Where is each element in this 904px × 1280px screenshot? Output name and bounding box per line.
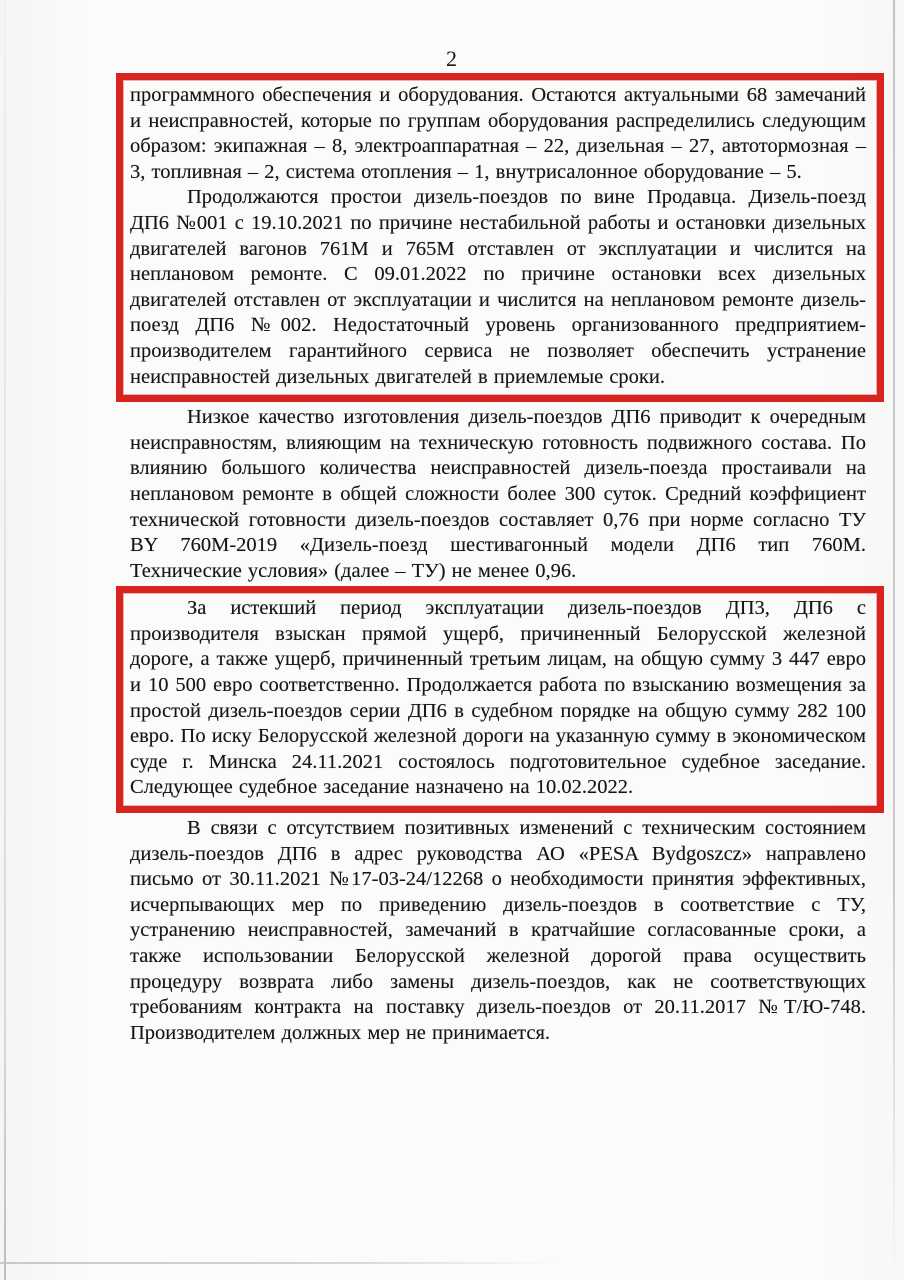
paragraph-low-quality-readiness: Низкое качество изготовления дизель-поездов ДП6 приводит к очередным неисправностям, влияющим на техническую готовность подвижного состава. По влиянию большого количества неисправностей дизель-поезда простаивали на неплановом ремонте в общей сложности более 300 суток. Средний коэффициент технической готовности дизель-поездов составляет 0,76 при норме согласно ТУ BY 760М-2019 «Дизель-поезд шестивагонный модели ДП6 тип 760М. Технические условия» (далее – ТУ) не менее 0,96. — [130, 406, 866, 582]
document-body — [130, 73, 866, 1046]
page-number: 2 — [446, 46, 458, 71]
paragraph-damages-and-court-case: За истекший период эксплуатации дизель-поездов ДП3, ДП6 с производителя взыскан прямой ущерб, причиненный Белорусской железной дороге, а также ущерб, причиненный третьим лицам, на общую сумму 3 447 евро и 10 500 евро соответственно. Продолжается работа по взысканию возмещения за простой дизель-поездов серии ДП6 в судебном порядке на общую сумму 282 100 евро. По иску Белорусской железной дороги на указанную сумму в экономическом суде г. Минска 24.11.2021 состоялось подготовительное судебное заседание. Следующее судебное заседание назначено на 10.02.2022. — [130, 597, 866, 799]
scan-artifact-bottom-edge — [0, 1262, 560, 1264]
paragraph-letter-to-pesa: В связи с отсутствием позитивных изменений с техническим состоянием дизель-поездов ДП6 в адрес руководства АО «PESA Bydgoszcz» направлено письмо от 30.11.2021 №17-03-24/12268 о необходимости принятия эффективных, исчерпывающих мер по приведению дизель-поездов в соответствие с ТУ, устранению неисправностей, замечаний в кратчайшие согласованные сроки, а также использовании Белорусской железной дорогой права осуществить процедуру возврата либо замены дизель-поездов, как не соответствующих требованиям контракта на поставку дизель-поездов от 20.11.2017 №Т/Ю-748. Производителем должных мер не принимается. — [130, 817, 866, 1044]
paragraph-train-downtime-seller-fault: Продолжаются простои дизель-поездов по вине Продавца. Дизель-поезд ДП6 №001 с 19.10.2021 по причине нестабильной работы и остановки дизельных двигателей вагонов 761М и 765М отставлен от эксплуатации и числится на неплановом ремонте. С 09.01.2022 по причине остановки всех дизельных двигателей отставлен от эксплуатации и числится на неплановом ремонте дизель-поезд ДП6 №002. Недостаточный уровень организованного предприятием-производителем гарантийного сервиса не позволяет обеспечить устранение неисправностей дизельных двигателей в приемлемые сроки. — [130, 186, 866, 388]
highlight-box-software-and-downtime — [116, 73, 884, 402]
highlight-box-damages-court — [116, 586, 884, 813]
paragraph-software-equipment-remarks: программного обеспечения и оборудования. Остаются актуальными 68 замечаний и неисправностей, которые по группам оборудования распределились следующим образом: экипажная – 8, электроаппаратная – 22, дизельная – 27, автотормозная – 3, топливная – 2, система отопления – 1, внутрисалонное оборудование – 5. — [130, 84, 866, 183]
scan-artifact-right-edge — [893, 0, 895, 1280]
scan-artifact-left-edge — [4, 0, 6, 1280]
